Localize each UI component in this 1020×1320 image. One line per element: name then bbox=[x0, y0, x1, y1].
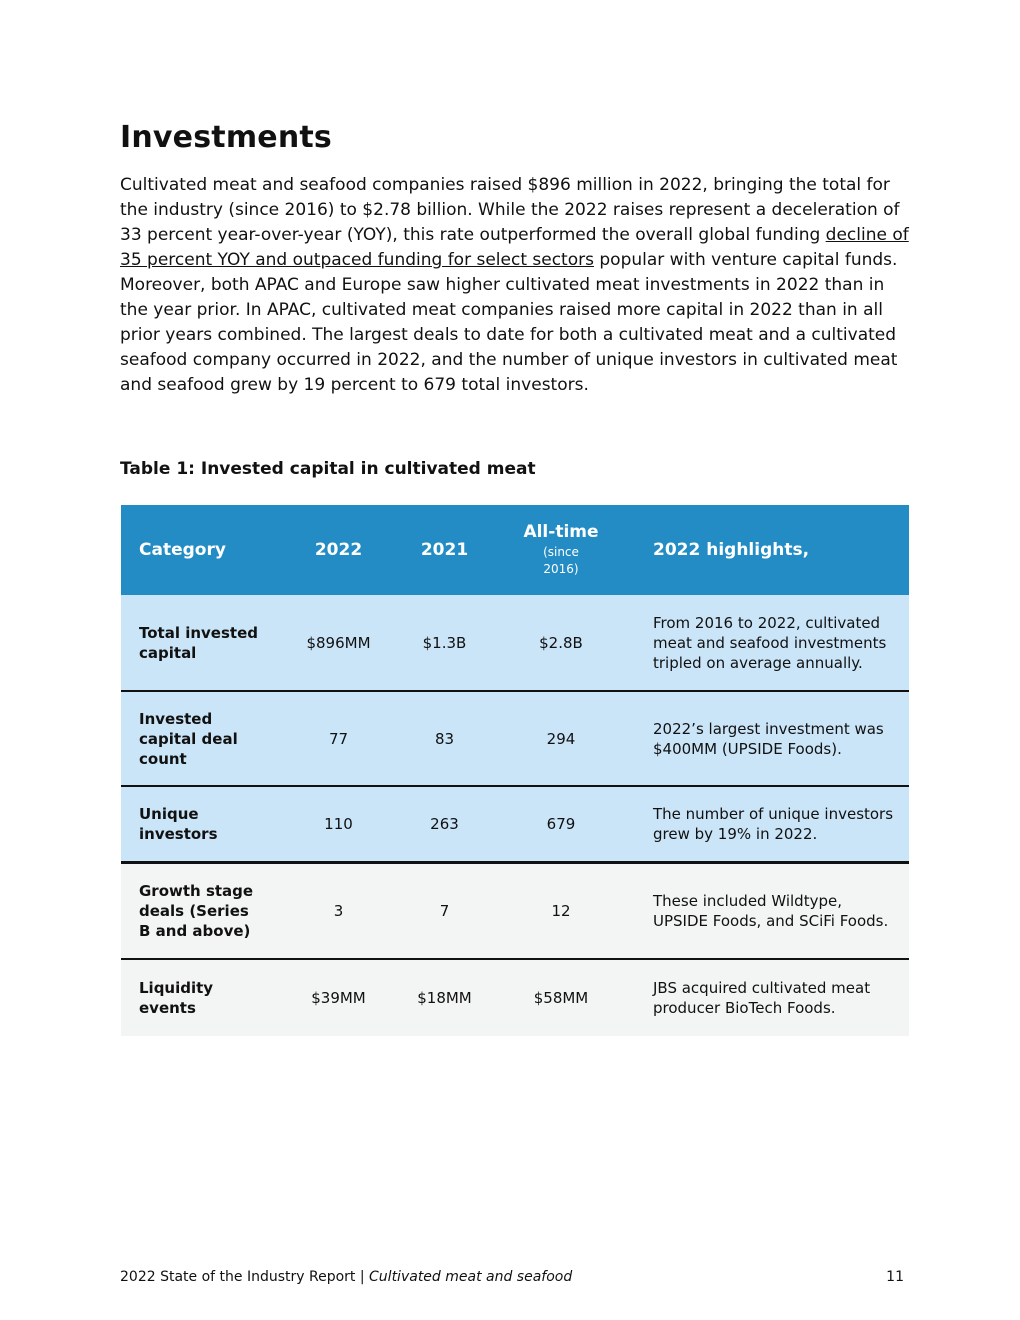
intro-text-part1: Cultivated meat and seafood companies raised $896 million in 2022, bringing the total for the industry (since 2016) to $2.78 billion. While the 2022 raises represent a deceleration of 33 percent year-over-year (YOY), this rate outperformed the overall global funding bbox=[120, 175, 900, 245]
row-value-2021: 7 bbox=[408, 863, 481, 960]
row-category: Growth stage deals (Series B and above) bbox=[121, 863, 269, 960]
row-category: Invested capital deal count bbox=[121, 691, 269, 786]
row-category: Total invested capital bbox=[121, 595, 269, 691]
table-row-deal-count bbox=[121, 691, 909, 786]
footer-report-subtitle: Cultivated meat and seafood bbox=[369, 1269, 573, 1285]
row-value-2022: 3 bbox=[269, 863, 408, 960]
row-highlight: JBS acquired cultivated meat producer BioTech Foods. bbox=[641, 959, 909, 1036]
row-value-2022: 110 bbox=[269, 786, 408, 863]
invested-capital-table bbox=[121, 505, 909, 1036]
header-2021: 2021 bbox=[408, 505, 481, 595]
row-value-2021: 83 bbox=[408, 691, 481, 786]
row-value-alltime: 679 bbox=[481, 786, 641, 863]
row-value-alltime: 294 bbox=[481, 691, 641, 786]
table-header-row bbox=[121, 505, 909, 595]
row-value-2022: $896MM bbox=[269, 595, 408, 691]
table-caption: Table 1: Invested capital in cultivated meat bbox=[120, 459, 536, 479]
page-number: 11 bbox=[886, 1269, 904, 1285]
row-category: Unique investors bbox=[121, 786, 269, 863]
header-alltime-note-line2: 2016) bbox=[543, 562, 579, 576]
table-row-growth-stage-deals bbox=[121, 863, 909, 960]
header-alltime-note bbox=[481, 544, 641, 578]
row-highlight: 2022’s largest investment was $400MM (UPSIDE Foods). bbox=[641, 691, 909, 786]
row-value-alltime: $2.8B bbox=[481, 595, 641, 691]
row-category: Liquidity events bbox=[121, 959, 269, 1036]
row-value-2022: $39MM bbox=[269, 959, 408, 1036]
header-alltime-label: All-time bbox=[523, 522, 599, 542]
intro-text-part2: popular with venture capital funds. Moreover, both APAC and Europe saw higher cultivated meat investments in 2022 than in the year prior. In APAC, cultivated meat companies raised more capital in 2022 than in all prior years combined. The largest deals to date for both a cultivated meat and a cultivated seafood company occurred in 2022, and the number of unique investors in cultivated meat and seafood grew by 19 percent to 679 total investors. bbox=[120, 250, 898, 395]
row-value-2021: 263 bbox=[408, 786, 481, 863]
table-row-unique-investors bbox=[121, 786, 909, 863]
header-alltime bbox=[481, 505, 641, 595]
table-row-liquidity-events bbox=[121, 959, 909, 1036]
row-value-2021: $1.3B bbox=[408, 595, 481, 691]
header-alltime-note-line1: (since bbox=[543, 545, 579, 559]
header-category: Category bbox=[121, 505, 269, 595]
row-value-alltime: 12 bbox=[481, 863, 641, 960]
funding-decline-link[interactable]: decline of 35 percent YOY and outpaced funding for select sectors bbox=[120, 225, 909, 270]
intro-paragraph bbox=[120, 173, 910, 398]
row-highlight: These included Wildtype, UPSIDE Foods, and SCiFi Foods. bbox=[641, 863, 909, 960]
row-value-2022: 77 bbox=[269, 691, 408, 786]
header-2022: 2022 bbox=[269, 505, 408, 595]
header-highlights: 2022 highlights, bbox=[641, 505, 909, 595]
row-highlight: From 2016 to 2022, cultivated meat and seafood investments tripled on average annually. bbox=[641, 595, 909, 691]
row-value-alltime: $58MM bbox=[481, 959, 641, 1036]
footer-report-title bbox=[120, 1269, 572, 1285]
row-highlight: The number of unique investors grew by 19% in 2022. bbox=[641, 786, 909, 863]
row-value-2021: $18MM bbox=[408, 959, 481, 1036]
page-title: Investments bbox=[120, 120, 332, 155]
table-row-total-invested-capital bbox=[121, 595, 909, 691]
footer-report-name: 2022 State of the Industry Report | bbox=[120, 1269, 370, 1285]
